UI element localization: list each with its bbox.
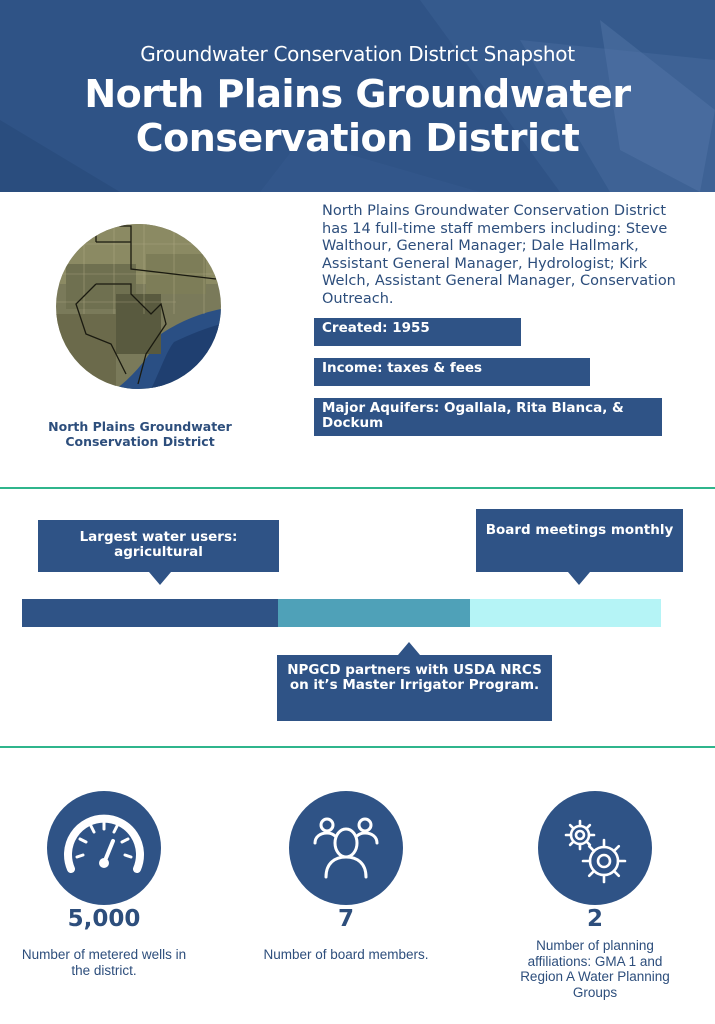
gauge-icon	[47, 791, 161, 905]
header-banner	[0, 0, 715, 192]
map-caption: North Plains Groundwater Conservation District	[48, 419, 232, 449]
page-title	[0, 72, 715, 160]
page-title-line1: North Plains Groundwater	[84, 72, 631, 116]
stat-number-wells: 5,000	[67, 906, 141, 932]
section-divider	[0, 746, 715, 748]
gears-icon	[538, 791, 652, 905]
fact-created: Created: 1955	[314, 318, 521, 346]
stat-label-wells: Number of metered wells in the district.	[21, 947, 187, 978]
callout-largest-users: Largest water users: agricultural	[38, 520, 279, 572]
fact-aquifers: Major Aquifers: Ogallala, Rita Blanca, & Dockum	[314, 398, 662, 436]
stat-number-affiliations: 2	[586, 906, 603, 932]
header-subtitle: Groundwater Conservation District Snapshot	[140, 42, 575, 66]
callout-partnership: NPGCD partners with USDA NRCS on it’s Master Irrigator Program.	[277, 655, 552, 721]
people-icon	[289, 791, 403, 905]
timeline-bar-segment-2	[278, 599, 470, 627]
section-divider	[0, 487, 715, 489]
page-title-line2: Conservation District	[135, 116, 580, 160]
callout-board-meetings: Board meetings monthly	[476, 509, 683, 572]
fact-income: Income: taxes & fees	[314, 358, 590, 386]
callout-pointer	[398, 642, 420, 655]
district-map-image	[56, 224, 221, 389]
stat-label-board: Number of board members.	[263, 947, 429, 962]
stat-label-affiliations: Number of planning affiliations: GMA 1 and Region A Water Planning Groups	[520, 938, 670, 1000]
district-description: North Plains Groundwater Conservation District has 14 full-time staff members including: Steve Walthour, General Manager; Dale Hallmark, Assistant General Manager, Hydrologist; Kirk Welch, Assistant General Manager, Conservation Outreach.	[322, 203, 676, 307]
timeline-bar-segment-1	[22, 599, 278, 627]
timeline-bar-segment-3	[470, 599, 661, 627]
callout-pointer	[568, 572, 590, 585]
callout-pointer	[149, 572, 171, 585]
stat-number-board: 7	[337, 906, 354, 932]
